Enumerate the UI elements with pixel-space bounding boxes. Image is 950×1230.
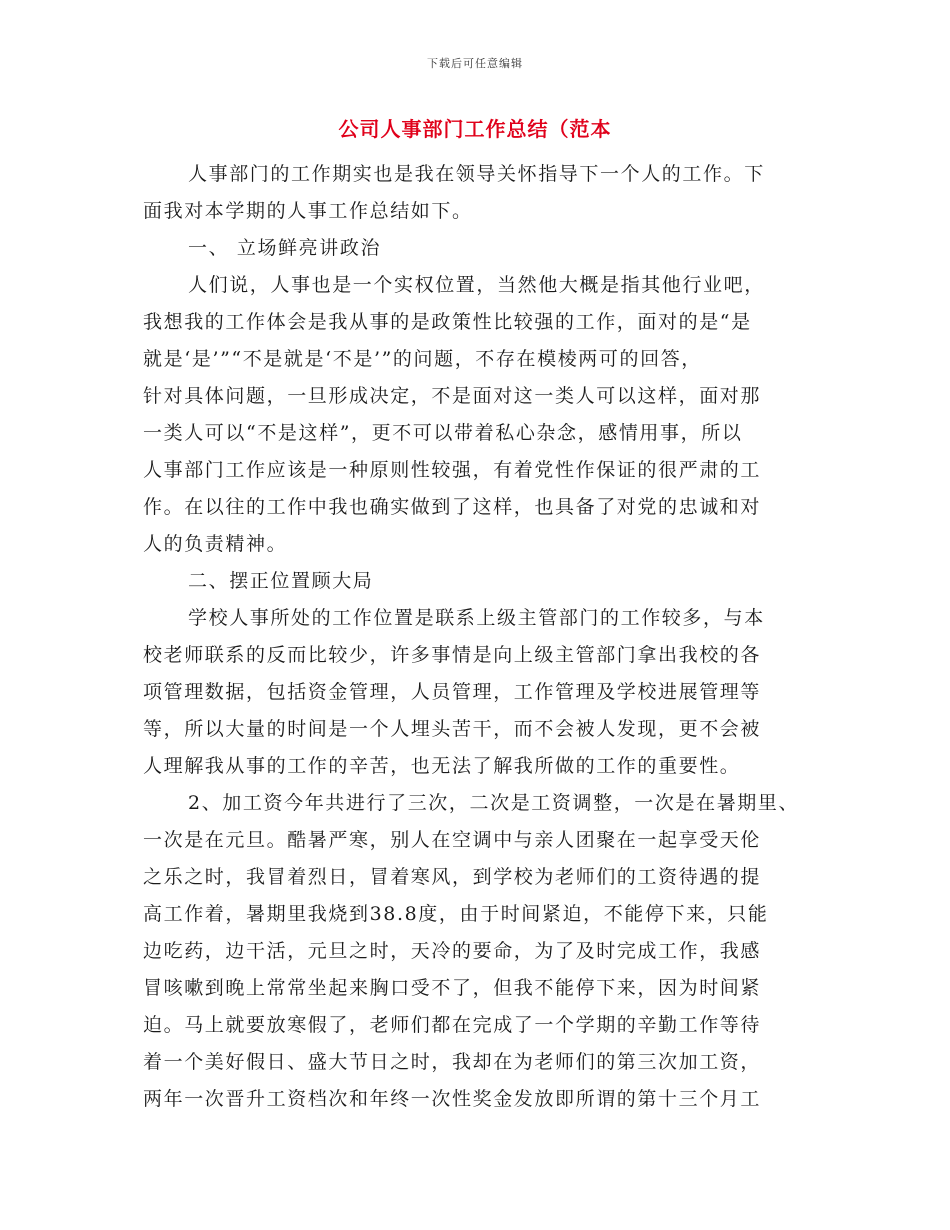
paragraph-line: 2、加工资今年共进行了三次，二次是工资调整，一次是在暑期里、 xyxy=(188,792,800,814)
paragraph-line: 高工作着，暑期里我烧到38.8度，由于时间紧迫，不能停下来，只能 xyxy=(143,903,769,925)
paragraph-line: 之乐之时，我冒着烈日，冒着寒风，到学校为老师们的工资待遇的提 xyxy=(143,866,762,888)
section-heading: 一、 立场鲜亮讲政治 xyxy=(188,237,382,259)
paragraph-line: 我想我的工作体会是我从事的是政策性比较强的工作，面对的是“是 xyxy=(143,311,752,333)
paragraph-line: 一类人可以“不是这样”，更不可以带着私心杂念，感情用事，所以 xyxy=(143,422,743,444)
paragraph-line: 一次是在元旦。酷暑严寒，别人在空调中与亲人团聚在一起享受天伦 xyxy=(143,829,762,851)
paragraph-line: 项管理数据，包括资金管理，人员管理，工作管理及学校进展管理等 xyxy=(143,681,762,703)
paragraph-line: 校老师联系的反而比较少，许多事情是向上级主管部门拿出我校的各 xyxy=(143,644,762,666)
paragraph-line: 就是‘是’”“不是就是‘不是’”的问题，不存在模棱两可的回答， xyxy=(143,348,702,370)
paragraph-line: 人的负责精神。 xyxy=(143,533,288,555)
paragraph-line: 人们说，人事也是一个实权位置，当然他大概是指其他行业吧， xyxy=(188,274,765,296)
paragraph-line: 冒咳嗽到晚上常常坐起来胸口受不了，但我不能停下来，因为时间紧 xyxy=(143,977,762,999)
paragraph-line: 着一个美好假日、盛大节日之时，我却在为老师们的第三次加工资， xyxy=(143,1051,762,1073)
paragraph-line: 边吃药，边干活，元旦之时，天冷的要命，为了及时完成工作，我感 xyxy=(143,940,762,962)
paragraph-line: 人理解我从事的工作的辛苦，也无法了解我所做的工作的重要性。 xyxy=(143,755,741,777)
paragraph-line: 两年一次晋升工资档次和年终一次性奖金发放即所谓的第十三个月工 xyxy=(143,1088,762,1110)
paragraph-line: 等，所以大量的时间是一个人埋头苦干，而不会被人发现，更不会被 xyxy=(143,718,762,740)
paragraph-line: 人事部门工作应该是一种原则性较强，有着党性作保证的很严肃的工 xyxy=(143,459,762,481)
paragraph-line: 作。在以往的工作中我也确实做到了这样，也具备了对党的忠诚和对 xyxy=(143,496,762,518)
document-title: 公司人事部门工作总结（范本 xyxy=(338,117,612,141)
paragraph-line: 针对具体问题，一旦形成决定，不是面对这一类人可以这样，面对那 xyxy=(143,385,762,407)
section-heading: 二、摆正位置顾大局 xyxy=(188,570,374,592)
paragraph-line: 学校人事所处的工作位置是联系上级主管部门的工作较多，与本 xyxy=(188,607,765,629)
paragraph-line: 迫。马上就要放寒假了，老师们都在完成了一个学期的辛勤工作等待 xyxy=(143,1014,762,1036)
paragraph-line: 面我对本学期的人事工作总结如下。 xyxy=(143,200,473,222)
paragraph-line: 人事部门的工作期实也是我在领导关怀指导下一个人的工作。下 xyxy=(188,163,765,185)
header-note: 下载后可任意编辑 xyxy=(427,57,523,70)
